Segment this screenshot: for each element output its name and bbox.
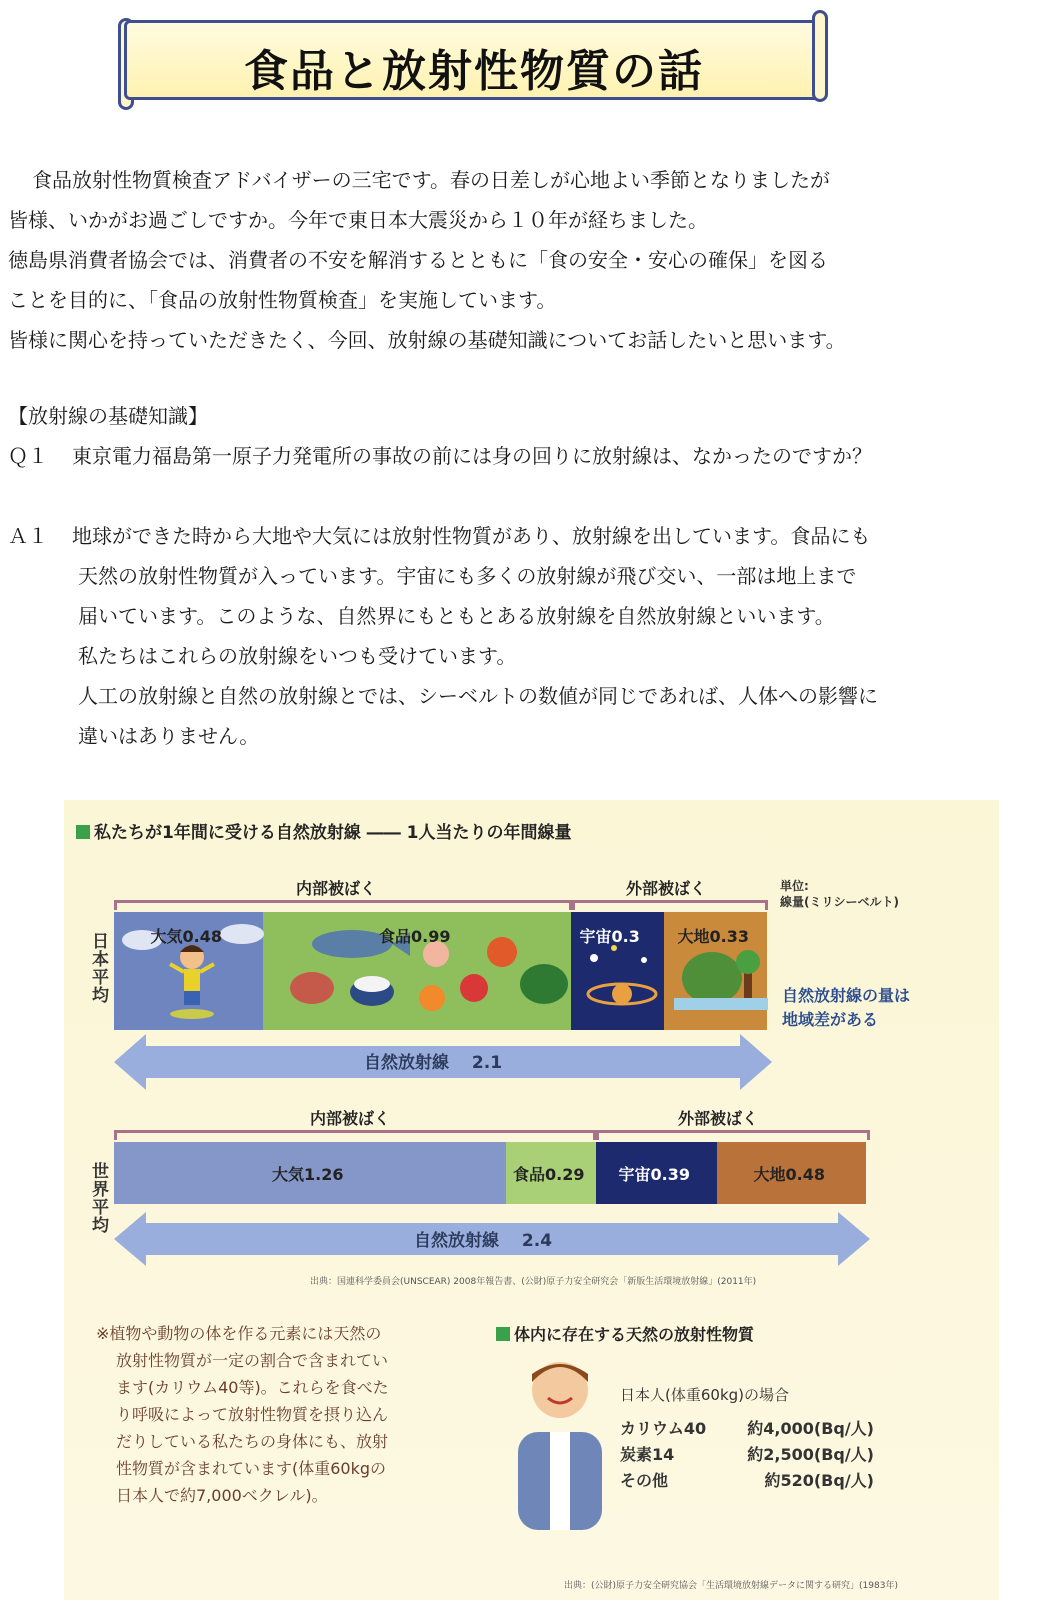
source-citation: 出典：国連科学委員会(UNSCEAR) 2008年報告書、(公財)原子力安全研究会「新版生活環境放射線」(2011年)	[310, 1277, 757, 1287]
spinach-icon	[520, 964, 568, 1004]
question-label: Ｑ１	[8, 444, 48, 468]
answer-line: 私たちはこれらの放射線をいつも受けています。	[78, 644, 517, 668]
japan-label: 日本平均	[88, 932, 108, 1004]
world-total-label: 自然放射線 2.4	[414, 1231, 553, 1251]
title-banner	[124, 20, 824, 100]
japan-total-label: 自然放射線 2.1	[364, 1053, 503, 1073]
intro-paragraph	[8, 160, 1038, 360]
intro-line: 皆様、いかがお過ごしですか。今年で東日本大震災から１０年が経ちました。	[8, 208, 708, 232]
green-square-icon	[496, 1327, 510, 1341]
answer-body	[78, 556, 1038, 756]
section-heading	[8, 396, 1038, 436]
table-row: その他 約520(Bq/人)	[620, 1471, 874, 1490]
tomato-icon	[487, 937, 517, 967]
cloud-icon	[220, 924, 264, 944]
japan-internal-bracket	[114, 900, 572, 910]
japan-internal-label: 内部被ばく	[296, 879, 377, 898]
space-icon	[588, 945, 656, 1004]
japan-segment-label: 大地0.33	[677, 927, 749, 946]
intro-line: 徳島県消費者協会では、消費者の不安を解消するとともに「食の安全・安心の確保」を図る	[8, 248, 828, 272]
answer-label: Ａ１	[8, 524, 48, 548]
body-radiation-table	[620, 1416, 874, 1494]
section-heading-text: 【放射線の基礎知識】	[8, 404, 208, 428]
world-label: 世界平均	[88, 1162, 108, 1234]
answer-line: 天然の放射性物質が入っています。宇宙にも多くの放射線が飛び交い、一部は地上まで	[78, 564, 857, 588]
man-icon	[510, 1350, 610, 1530]
body-radiation-title: 体内に存在する天然の放射性物質	[496, 1322, 754, 1345]
body-person-label: 日本人(体重60kg)の場合	[620, 1386, 789, 1404]
world-segment-label: 大地0.48	[753, 1165, 825, 1184]
answer-first-line: 地球ができた時から大地や大気には放射性物質があり、放射線を出しています。食品にも	[72, 524, 871, 548]
japan-segment-label: 宇宙0.3	[579, 927, 640, 946]
world-internal-label: 内部被ばく	[310, 1109, 391, 1128]
intro-line: ことを目的に、「食品の放射性物質検査」を実施しています。	[8, 288, 557, 312]
element-note: ※植物や動物の体を作る元素には天然の 放射性物質が一定の割合で含まれてい ます(カリウム40等)。これらを食べた り呼吸によって放射性物質を摂り込ん だりしている私たちの身体にも、放射 性物質が含まれています(体重60kgの 日本人で約7,000ベクレル)。	[96, 1324, 389, 1505]
child-icon	[170, 945, 214, 1019]
intro-line: 食品放射性物質検査アドバイザーの三宅です。春の日差しが心地よい季節となりましたが	[32, 168, 830, 192]
japan-external-bracket	[572, 900, 768, 910]
answer-line: 届いています。このような、自然界にもともとある放射線を自然放射線といいます。	[78, 604, 835, 628]
page-title: 食品と放射性物質の話	[244, 46, 704, 97]
question-text: 東京電力福島第一原子力発電所の事故の前には身の回りに放射線は、なかったのですか？	[72, 444, 872, 468]
radiation-infographic	[64, 800, 999, 1600]
world-external-label: 外部被ばく	[678, 1109, 759, 1128]
answer-line: 人工の放射線と自然の放射線とでは、シーベルトの数値が同じであれば、人体への影響に	[78, 684, 878, 708]
world-segment-label: 宇宙0.39	[618, 1165, 690, 1184]
question-1	[8, 436, 1038, 476]
japan-external-label: 外部被ばく	[626, 879, 707, 898]
ham-icon	[290, 972, 334, 1004]
infographic-title: 私たちが1年間に受ける自然放射線 ―― 1人当たりの年間線量	[76, 818, 572, 843]
unit-label: 単位: 線量(ミリシーベルト)	[780, 879, 899, 909]
answer-1	[8, 516, 1038, 556]
land-icon	[674, 950, 768, 1010]
answer-line: 違いはありません。	[78, 724, 260, 748]
world-external-bracket	[596, 1130, 870, 1140]
table-row: カリウム40 約4,000(Bq/人)	[620, 1419, 874, 1438]
region-note: 自然放射線の量は 地域差がある	[782, 986, 911, 1029]
table-row: 炭素14 約2,500(Bq/人)	[620, 1445, 874, 1464]
world-internal-bracket	[114, 1130, 596, 1140]
world-segment-label: 食品0.29	[513, 1165, 585, 1184]
green-square-icon	[76, 825, 90, 839]
banner-scroll-right	[812, 10, 828, 102]
japan-segment-label: 食品0.99	[379, 927, 451, 946]
intro-line: 皆様に関心を持っていただきたく、今回、放射線の基礎知識についてお話したいと思います。	[8, 328, 846, 352]
japan-segment-label: 大気0.48	[150, 927, 222, 946]
orange-icon	[419, 985, 445, 1011]
world-segment-label: 大気1.26	[272, 1165, 344, 1184]
apple-icon	[460, 974, 488, 1002]
source-citation-2: 出典：(公財)原子力安全研究協会「生活環境放射線データに関する研究」(1983年)	[564, 1581, 898, 1591]
